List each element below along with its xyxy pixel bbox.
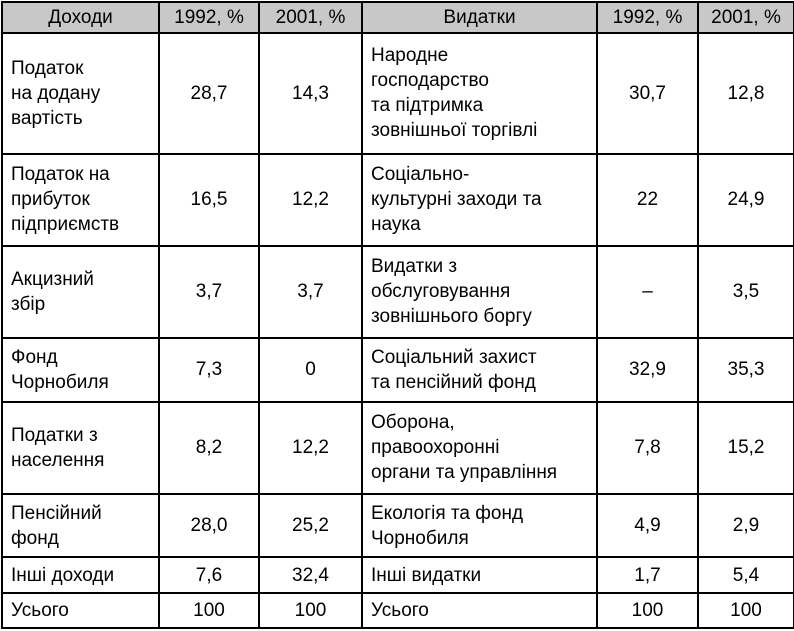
income-2001-value: 12,2 — [259, 402, 362, 494]
expense-1992-value: 7,8 — [597, 402, 698, 494]
header-expense-1992: 1992, % — [597, 2, 698, 33]
income-1992-value: 28,0 — [159, 494, 259, 558]
table-row — [2, 33, 794, 154]
income-label: Податок на додану вартість — [2, 33, 159, 154]
income-1992-value: 28,7 — [159, 33, 259, 154]
income-1992-value: 8,2 — [159, 402, 259, 494]
income-label: Податки з населення — [2, 402, 159, 494]
expense-1992-value: – — [597, 246, 698, 338]
expense-label: Видатки з обслуговування зовнішнього боргу — [362, 246, 597, 338]
header-expense: Видатки — [362, 2, 597, 33]
expense-1992-total: 100 — [597, 593, 698, 628]
income-2001-value: 12,2 — [259, 154, 362, 246]
income-2001-value: 25,2 — [259, 494, 362, 558]
expense-2001-value: 15,2 — [698, 402, 794, 494]
expense-2001-total: 100 — [698, 593, 794, 628]
expense-1992-value: 32,9 — [597, 338, 698, 402]
total-row — [2, 593, 794, 628]
income-2001-value: 3,7 — [259, 246, 362, 338]
expense-2001-value: 35,3 — [698, 338, 794, 402]
expense-label: Народне господарство та підтримка зовнішньої торгівлі — [362, 33, 597, 154]
income-1992-value: 16,5 — [159, 154, 259, 246]
income-label: Фонд Чорнобиля — [2, 338, 159, 402]
expense-label: Оборона, правоохоронні органи та управління — [362, 402, 597, 494]
expense-2001-value: 5,4 — [698, 557, 794, 592]
header-row — [2, 2, 794, 33]
table-row — [2, 557, 794, 592]
expense-label: Інші видатки — [362, 557, 597, 592]
income-1992-value: 7,6 — [159, 557, 259, 592]
income-label: Пенсійний фонд — [2, 494, 159, 558]
table-row — [2, 402, 794, 494]
header-income-2001: 2001, % — [259, 2, 362, 33]
income-total-label: Усього — [2, 593, 159, 628]
income-2001-total: 100 — [259, 593, 362, 628]
expense-1992-value: 1,7 — [597, 557, 698, 592]
expense-2001-value: 24,9 — [698, 154, 794, 246]
expense-2001-value: 12,8 — [698, 33, 794, 154]
table-row — [2, 246, 794, 338]
table-row — [2, 338, 794, 402]
income-2001-value: 14,3 — [259, 33, 362, 154]
expense-total-label: Усього — [362, 593, 597, 628]
income-label: Акцизний збір — [2, 246, 159, 338]
header-income-1992: 1992, % — [159, 2, 259, 33]
header-expense-2001: 2001, % — [698, 2, 794, 33]
income-1992-total: 100 — [159, 593, 259, 628]
expense-1992-value: 4,9 — [597, 494, 698, 558]
expense-label: Соціальний захист та пенсійний фонд — [362, 338, 597, 402]
table-row — [2, 494, 794, 558]
expense-label: Соціально- культурні заходи та наука — [362, 154, 597, 246]
income-1992-value: 7,3 — [159, 338, 259, 402]
income-1992-value: 3,7 — [159, 246, 259, 338]
budget-table — [1, 1, 794, 629]
header-income: Доходи — [2, 2, 159, 33]
expense-label: Екологія та фонд Чорнобиля — [362, 494, 597, 558]
expense-2001-value: 3,5 — [698, 246, 794, 338]
expense-1992-value: 22 — [597, 154, 698, 246]
table-row — [2, 154, 794, 246]
expense-1992-value: 30,7 — [597, 33, 698, 154]
income-label: Інші доходи — [2, 557, 159, 592]
income-label: Податок на прибуток підприємств — [2, 154, 159, 246]
expense-2001-value: 2,9 — [698, 494, 794, 558]
income-2001-value: 0 — [259, 338, 362, 402]
income-2001-value: 32,4 — [259, 557, 362, 592]
